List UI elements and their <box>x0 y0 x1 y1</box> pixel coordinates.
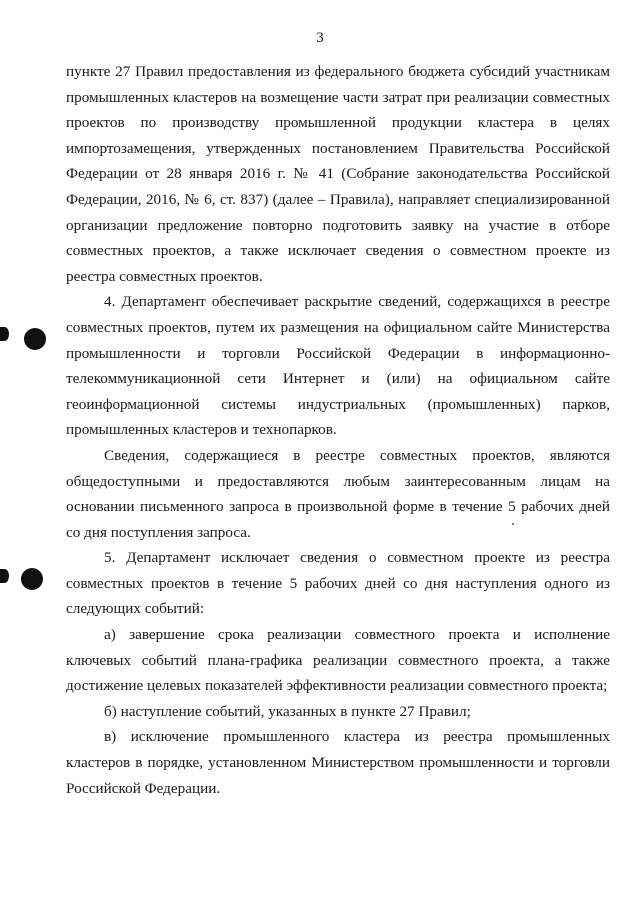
list-item-a: а) завершение срока реализации совместного проекта и исполнение ключевых событий плана-графика реализации совместного проекта, а также достижение целевых показателей эффективности реализации совместного проекта; <box>66 626 610 695</box>
punch-hole-lower <box>21 568 43 590</box>
paragraph-item-4: 4. Департамент обеспечивает раскрытие сведений, содержащихся в реестре совместных проектов, путем их размещения на официальном сайте Министерства промышленности и торговли Российской Федерации в информационно-телекоммуникационной сети Интернет и (или) на официальном сайте геоинформационной системы индустриальных (промышленных) парков, промышленных кластеров и технопарков. <box>66 293 610 439</box>
paragraph-item-5: 5. Департамент исключает сведения о совместном проекте из реестра совместных проектов в течение 5 рабочих дней со дня наступления одного из следующих событий: <box>66 549 610 618</box>
page-number: 3 <box>316 30 324 46</box>
list-item-b: б) наступление событий, указанных в пункте 27 Правил; <box>104 702 471 720</box>
paragraph-continuation: пункте 27 Правил предоставления из федерального бюджета субсидий участникам промышленных кластеров на возмещение части затрат при реализации совместных проектов по производству промышленной продукции кластера в целях импортозамещения, утвержденных постановлением Правительства Российской Федерации от 28 января 2016 г. № 41 (Собрание законодательства Российской Федерации, 2016, № 6, ст. 837) (далее – Правила), направляет специализированной организации предложение повторно подготовить заявку на участие в отборе совместных проектов, а также исключает сведения о совместном проекте из реестра совместных проектов. <box>66 63 610 285</box>
list-item-c: в) исключение промышленного кластера из реестра промышленных кластеров в порядке, установленном Министерством промышленности и торговли Российской Федерации. <box>66 728 610 797</box>
punch-hole-mark-lower <box>0 569 9 583</box>
scan-speck <box>512 523 514 525</box>
punch-hole-mark-upper <box>0 327 9 341</box>
punch-hole-upper <box>24 328 46 350</box>
document-body <box>66 59 610 801</box>
paragraph-public-info: Сведения, содержащиеся в реестре совместных проектов, являются общедоступными и предоставляются любым заинтересованным лицам на основании письменного запроса в произвольной форме в течение 5 рабочих дней со дня поступления запроса. <box>66 446 610 541</box>
